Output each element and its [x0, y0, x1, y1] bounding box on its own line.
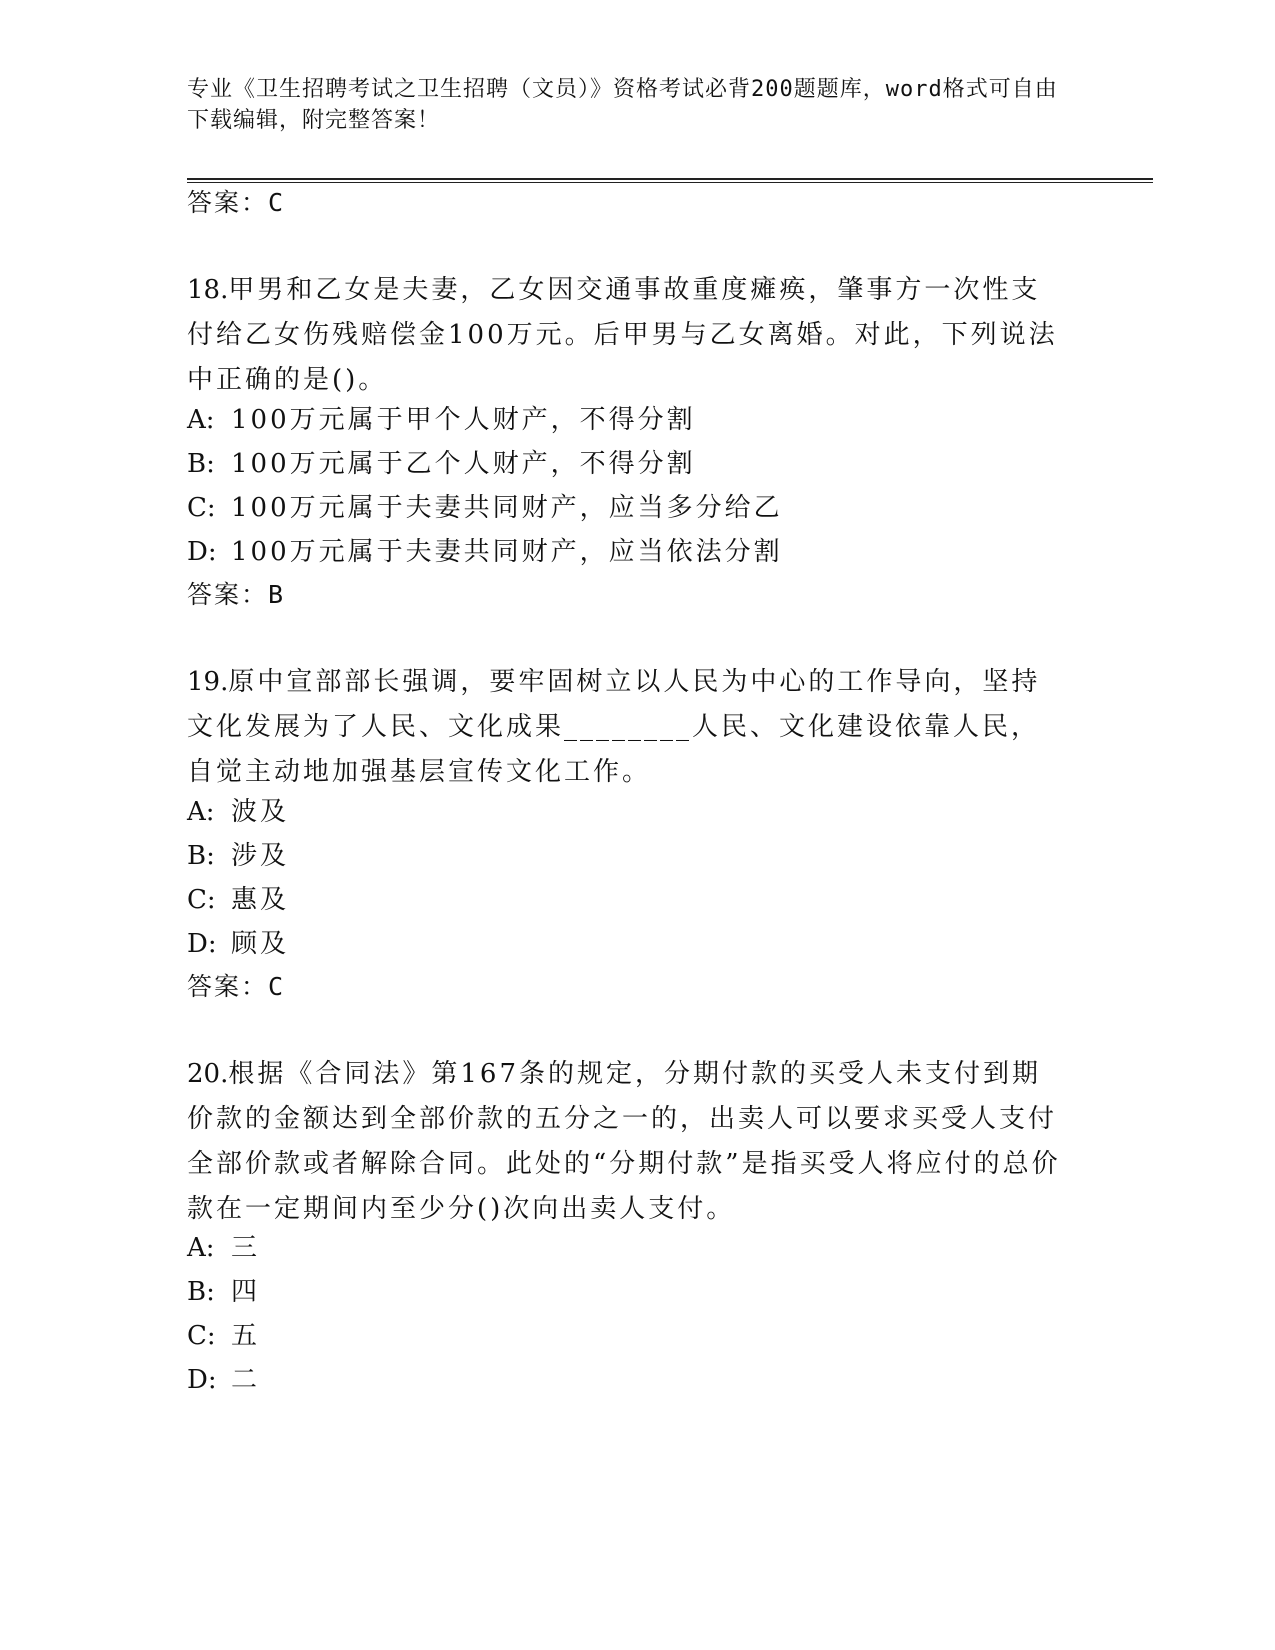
option-key: C: [187, 1321, 216, 1351]
option-key: B: [187, 841, 215, 871]
option-key: D: [187, 1365, 217, 1395]
option-text: 波及 [231, 797, 290, 827]
option-key: D: [187, 929, 217, 959]
answer-line: 答案：C [187, 188, 286, 217]
header-rule-thick [187, 178, 1153, 180]
header-rule-thin [187, 182, 1153, 183]
question-number: 18. [187, 275, 229, 305]
option-item [187, 883, 289, 917]
answer-line: 答案：B [187, 580, 286, 609]
option-text: 五 [231, 1321, 261, 1351]
option-text: 顾及 [231, 929, 290, 959]
option-item [187, 795, 289, 829]
option-item [187, 1275, 260, 1309]
option-text: 100万元属于乙个人财产，不得分割 [231, 449, 696, 479]
option-key: A: [187, 797, 215, 827]
question-text: 根据《合同法》第167条的规定，分期付款的买受人未支付到期价款的金额达到全部价款的五分之一的，出卖人可以要求买受人支付全部价款或者解除合同。此处的“分期付款”是指买受人将应付的总价款在一定期间内至少分()次向出卖人支付。 [187, 1059, 1061, 1224]
option-item [187, 491, 783, 525]
option-text: 涉及 [231, 841, 290, 871]
question-18-stem [187, 268, 1067, 403]
option-key: B: [187, 449, 215, 479]
option-item [187, 1231, 260, 1265]
answer-line: 答案：C [187, 972, 286, 1001]
question-text: 原中宣部部长强调，要牢固树立以人民为中心的工作导向，坚持文化发展为了人民、文化成果________人民、文化建设依靠人民，自觉主动地加强基层宣传文化工作。 [187, 667, 1041, 787]
option-item [187, 927, 289, 961]
option-text: 惠及 [231, 885, 290, 915]
option-text: 100万元属于夫妻共同财产，应当多分给乙 [231, 493, 783, 523]
option-key: D: [187, 537, 217, 567]
option-key: B: [187, 1277, 215, 1307]
option-item [187, 1319, 260, 1353]
option-key: C: [187, 885, 216, 915]
option-text: 100万元属于夫妻共同财产，应当依法分割 [231, 537, 783, 567]
question-20-stem [187, 1052, 1067, 1232]
option-text: 二 [231, 1365, 261, 1395]
option-text: 三 [231, 1233, 261, 1263]
question-19-stem [187, 660, 1067, 795]
option-text: 100万元属于甲个人财产，不得分割 [231, 405, 696, 435]
option-item [187, 403, 696, 437]
question-number: 20. [187, 1059, 229, 1089]
option-key: A: [187, 1233, 215, 1263]
option-item [187, 535, 783, 569]
question-text: 甲男和乙女是夫妻，乙女因交通事故重度瘫痪，肇事方一次性支付给乙女伤残赔偿金100万元。后甲男与乙女离婚。对此，下列说法中正确的是()。 [187, 275, 1058, 395]
document-header: 专业《卫生招聘考试之卫生招聘（文员）》资格考试必背200题题库，word格式可自由下载编辑，附完整答案！ [187, 77, 1058, 133]
option-key: C: [187, 493, 216, 523]
question-number: 19. [187, 667, 229, 697]
option-key: A: [187, 405, 215, 435]
option-item [187, 447, 696, 481]
option-text: 四 [231, 1277, 261, 1307]
option-item [187, 839, 289, 873]
option-item [187, 1363, 260, 1397]
